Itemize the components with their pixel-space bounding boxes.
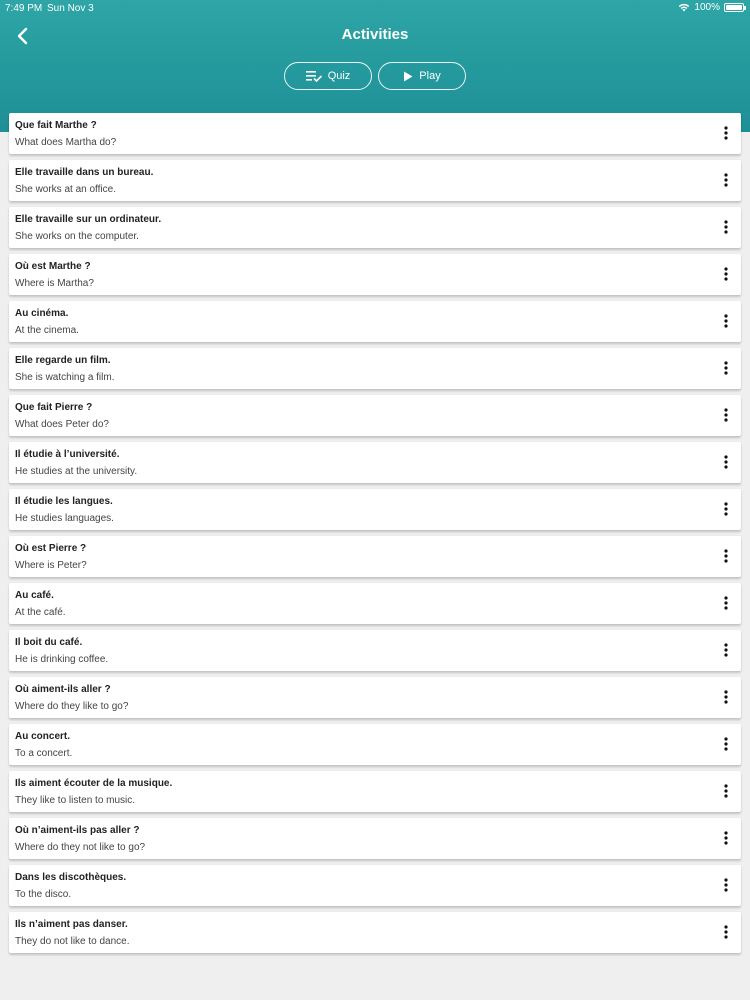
quiz-button[interactable] <box>284 62 372 90</box>
phrase-english: He is drinking coffee. <box>15 654 109 665</box>
more-options-button[interactable] <box>715 121 737 145</box>
list-item[interactable] <box>9 771 741 812</box>
more-options-button[interactable] <box>715 215 737 239</box>
more-options-button[interactable] <box>715 638 737 662</box>
battery-percent: 100% <box>694 2 720 13</box>
more-options-button[interactable] <box>715 920 737 944</box>
list-item[interactable] <box>9 160 741 201</box>
more-vertical-icon <box>724 455 728 469</box>
list-item[interactable] <box>9 348 741 389</box>
list-item[interactable] <box>9 254 741 295</box>
phrase-english: They like to listen to music. <box>15 795 136 806</box>
list-item[interactable] <box>9 583 741 624</box>
phrase-french: Où est Marthe ? <box>15 261 91 272</box>
phrase-english: She works on the computer. <box>15 231 139 242</box>
phrase-french: Il boit du café. <box>15 637 83 648</box>
list-item[interactable] <box>9 865 741 906</box>
list-item[interactable] <box>9 301 741 342</box>
page-title: Activities <box>341 26 409 43</box>
phrase-french: Ils aiment écouter de la musique. <box>15 778 173 789</box>
phrase-english: Where do they not like to go? <box>15 842 146 853</box>
phrase-english: She is watching a film. <box>15 372 115 383</box>
wifi-icon <box>678 3 690 12</box>
more-vertical-icon <box>724 549 728 563</box>
status-date: Sun Nov 3 <box>47 3 94 14</box>
status-time: 7:49 PM <box>5 3 43 14</box>
list-item[interactable] <box>9 818 741 859</box>
more-vertical-icon <box>724 126 728 140</box>
phrase-french: Ils n’aiment pas danser. <box>15 919 128 930</box>
more-options-button[interactable] <box>715 732 737 756</box>
list-item[interactable] <box>9 113 741 154</box>
phrase-english: Where do they like to go? <box>15 701 129 712</box>
more-vertical-icon <box>724 596 728 610</box>
quiz-label: Quiz <box>327 70 351 82</box>
phrase-english: He studies languages. <box>15 513 114 524</box>
more-options-button[interactable] <box>715 309 737 333</box>
more-options-button[interactable] <box>715 826 737 850</box>
phrase-french: Où aiment-ils aller ? <box>15 684 111 695</box>
more-vertical-icon <box>724 267 728 281</box>
phrase-french: Que fait Marthe ? <box>15 120 97 131</box>
play-label: Play <box>419 70 441 82</box>
more-options-button[interactable] <box>715 685 737 709</box>
phrase-french: Au concert. <box>15 731 71 742</box>
more-vertical-icon <box>724 784 728 798</box>
list-item[interactable] <box>9 724 741 765</box>
phrase-english: They do not like to dance. <box>15 936 130 947</box>
phrase-french: Au cinéma. <box>15 308 69 319</box>
battery-icon <box>724 3 744 12</box>
more-vertical-icon <box>724 502 728 516</box>
list-item[interactable] <box>9 395 741 436</box>
more-options-button[interactable] <box>715 450 737 474</box>
more-options-button[interactable] <box>715 591 737 615</box>
more-vertical-icon <box>724 361 728 375</box>
status-indicators <box>678 2 744 13</box>
more-vertical-icon <box>724 220 728 234</box>
more-vertical-icon <box>724 925 728 939</box>
more-vertical-icon <box>724 643 728 657</box>
more-options-button[interactable] <box>715 356 737 380</box>
list-item[interactable] <box>9 912 741 953</box>
more-options-button[interactable] <box>715 779 737 803</box>
phrase-english: Where is Peter? <box>15 560 87 571</box>
phrase-english: To a concert. <box>15 748 73 759</box>
list-item[interactable] <box>9 536 741 577</box>
more-options-button[interactable] <box>715 262 737 286</box>
phrase-english: He studies at the university. <box>15 466 138 477</box>
list-item[interactable] <box>9 630 741 671</box>
phrase-french: Au café. <box>15 590 54 601</box>
play-icon <box>403 71 413 82</box>
more-options-button[interactable] <box>715 497 737 521</box>
more-vertical-icon <box>724 878 728 892</box>
phrase-english: At the cinema. <box>15 325 79 336</box>
more-vertical-icon <box>724 737 728 751</box>
phrase-french: Elle regarde un film. <box>15 355 111 366</box>
phrase-english: To the disco. <box>15 889 72 900</box>
status-bar <box>0 0 750 16</box>
list-item[interactable] <box>9 677 741 718</box>
more-vertical-icon <box>724 314 728 328</box>
more-options-button[interactable] <box>715 873 737 897</box>
phrase-english: What does Martha do? <box>15 137 117 148</box>
more-vertical-icon <box>724 408 728 422</box>
list-item[interactable] <box>9 207 741 248</box>
more-vertical-icon <box>724 173 728 187</box>
more-vertical-icon <box>724 831 728 845</box>
more-vertical-icon <box>724 690 728 704</box>
phrase-english: She works at an office. <box>15 184 116 195</box>
phrase-english: What does Peter do? <box>15 419 109 430</box>
more-options-button[interactable] <box>715 544 737 568</box>
phrase-french: Il étudie à l’université. <box>15 449 120 460</box>
phrase-list <box>9 113 741 959</box>
more-options-button[interactable] <box>715 168 737 192</box>
list-item[interactable] <box>9 442 741 483</box>
phrase-french: Il étudie les langues. <box>15 496 113 507</box>
checklist-icon <box>306 70 322 82</box>
phrase-english: At the café. <box>15 607 66 618</box>
more-options-button[interactable] <box>715 403 737 427</box>
phrase-french: Où est Pierre ? <box>15 543 87 554</box>
play-button[interactable] <box>378 62 466 90</box>
phrase-english: Where is Martha? <box>15 278 94 289</box>
list-item[interactable] <box>9 489 741 530</box>
phrase-french: Elle travaille dans un bureau. <box>15 167 154 178</box>
phrase-french: Où n’aiment-ils pas aller ? <box>15 825 140 836</box>
phrase-french: Elle travaille sur un ordinateur. <box>15 214 162 225</box>
phrase-french: Dans les discothèques. <box>15 872 127 883</box>
phrase-french: Que fait Pierre ? <box>15 402 93 413</box>
battery-fill <box>726 5 742 10</box>
